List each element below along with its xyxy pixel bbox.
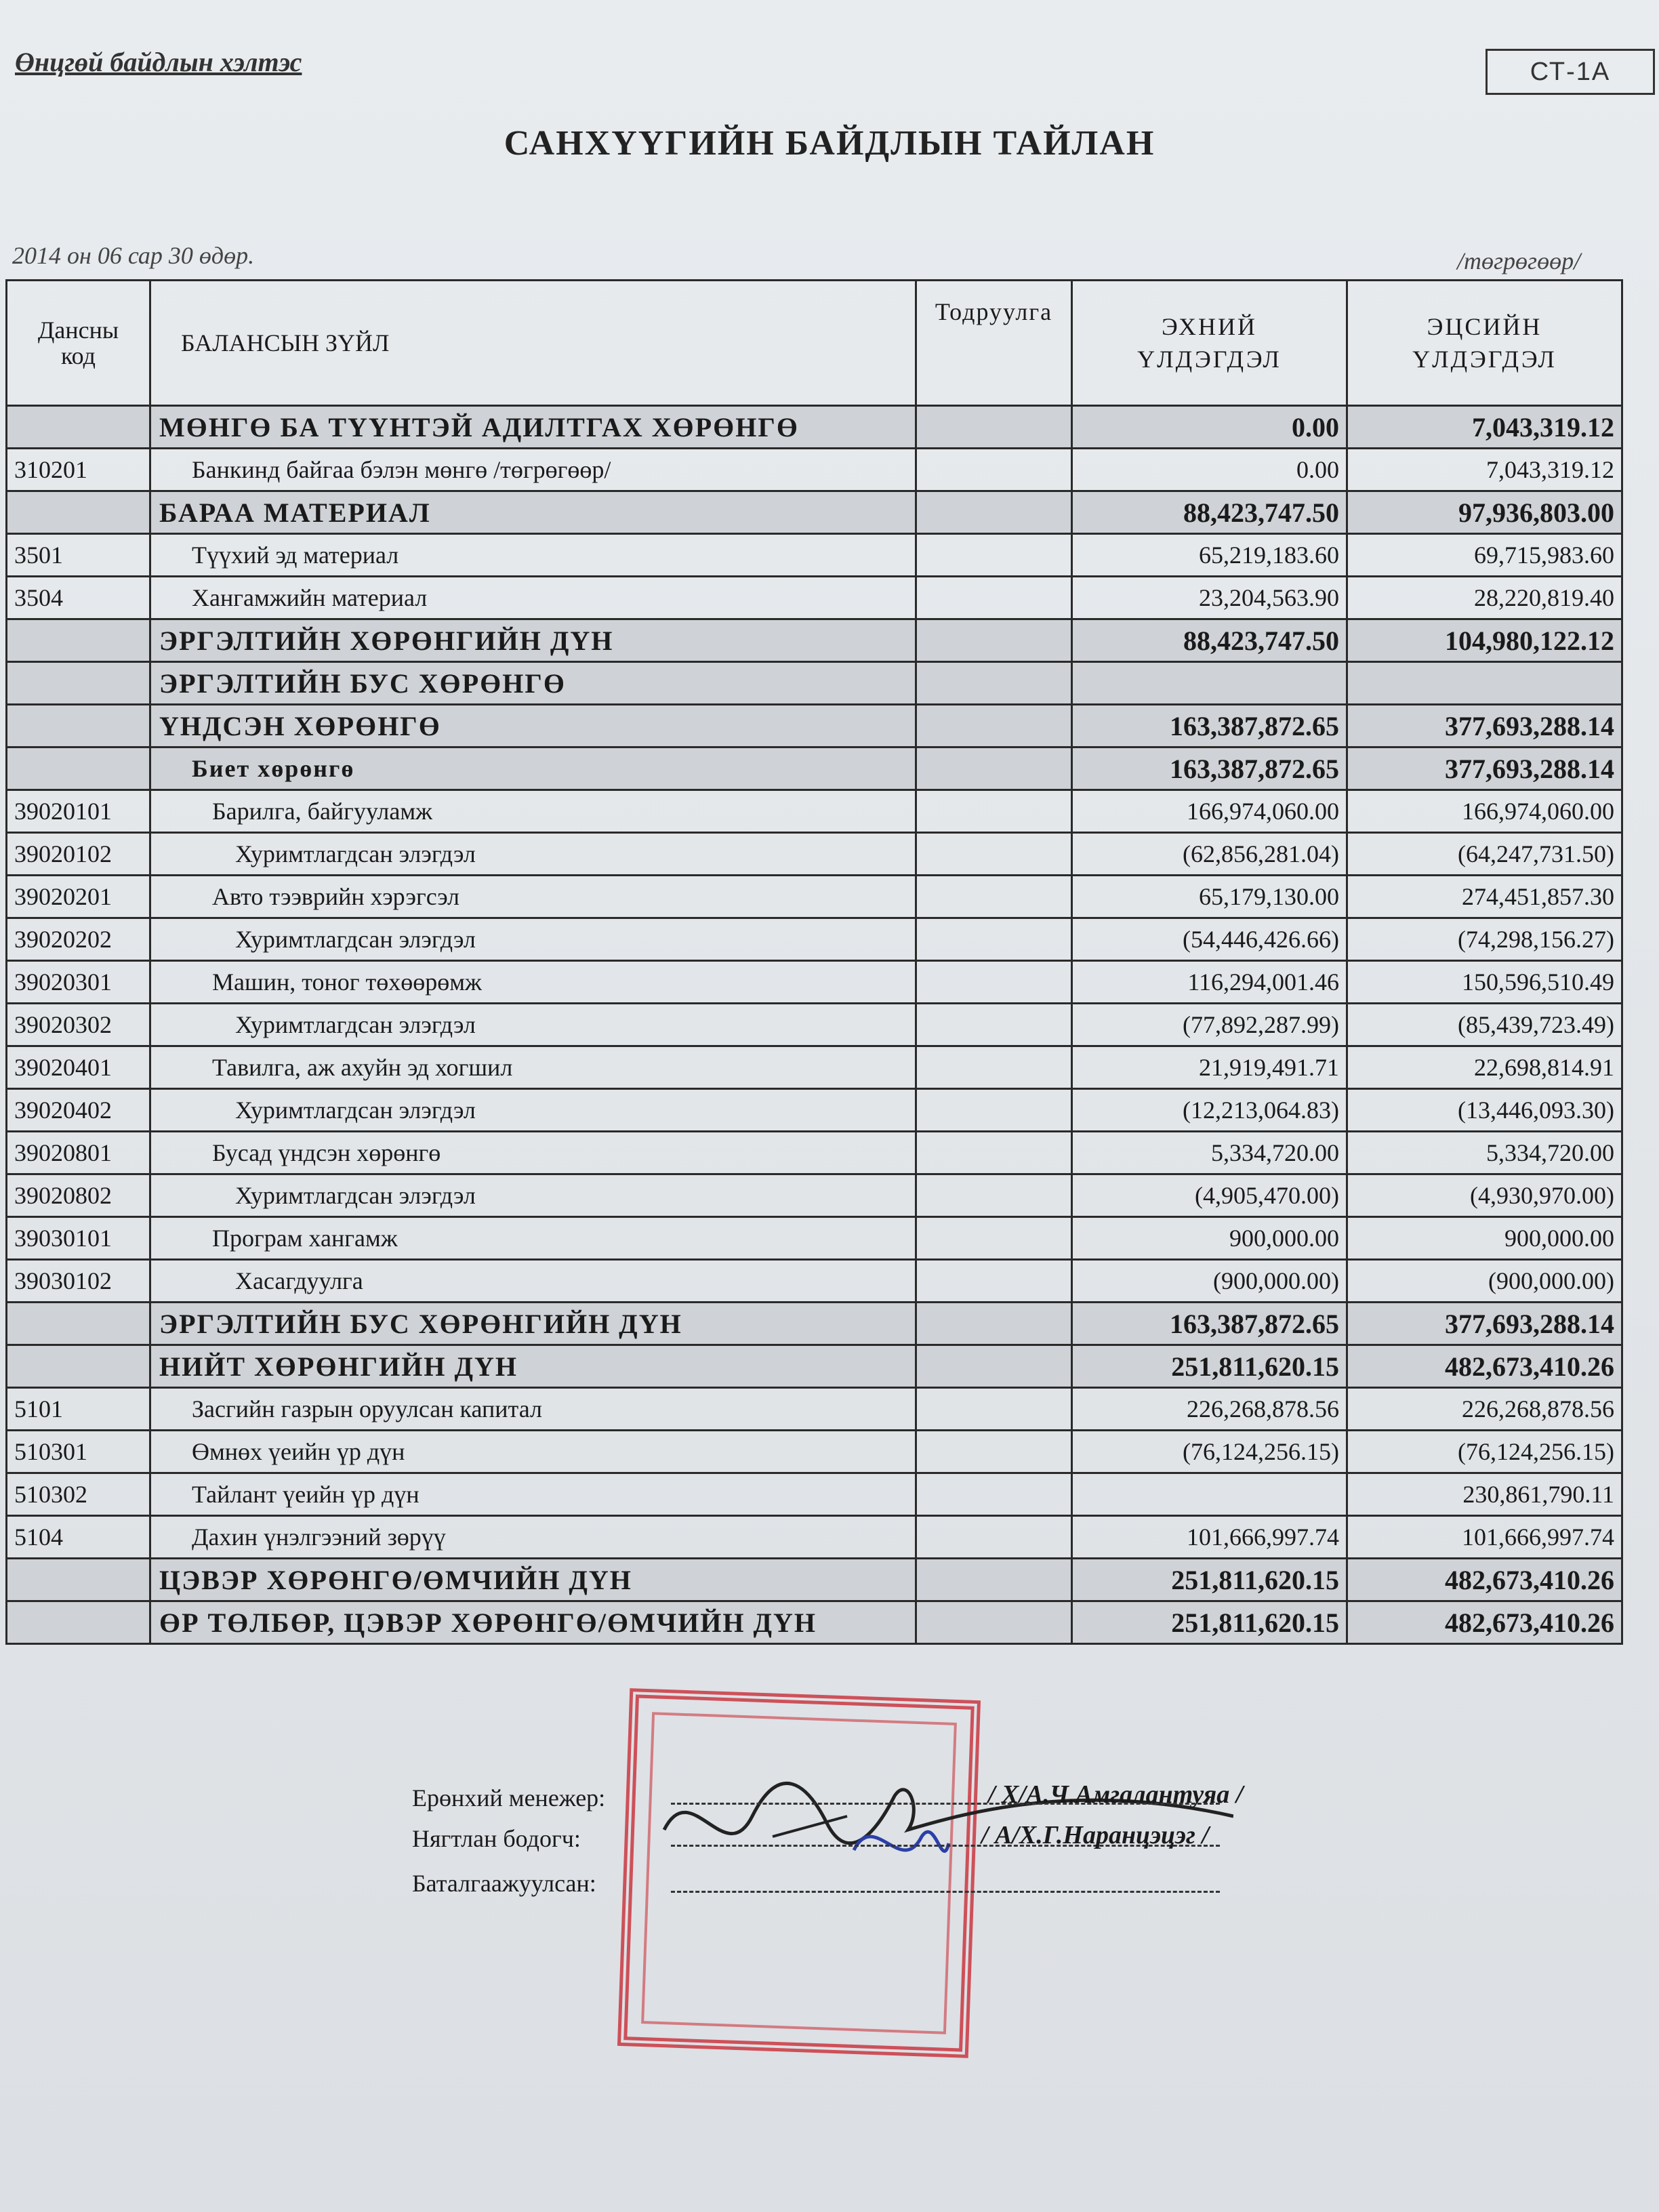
table-row xyxy=(7,1260,1622,1303)
table-row xyxy=(7,1473,1622,1516)
balance-item: Тайлант үеийн үр дүн xyxy=(150,1473,916,1516)
ending-balance: 101,666,997.74 xyxy=(1347,1516,1622,1559)
ending-balance: (85,439,723.49) xyxy=(1347,1004,1622,1046)
note-cell xyxy=(916,1004,1072,1046)
ending-balance: 482,673,410.26 xyxy=(1347,1601,1622,1644)
note-cell xyxy=(916,1345,1072,1388)
account-code: 510302 xyxy=(7,1473,150,1516)
account-code: 39020401 xyxy=(7,1046,150,1089)
account-code xyxy=(7,1559,150,1601)
note-cell xyxy=(916,1260,1072,1303)
balance-item: Машин, тоног төхөөрөмж xyxy=(150,961,916,1004)
balance-item: МӨНГӨ БА ТҮҮНТЭЙ АДИЛТГАХ ХӨРӨНГӨ xyxy=(150,406,916,449)
note-cell xyxy=(916,406,1072,449)
beginning-balance xyxy=(1072,662,1347,705)
ending-balance: 900,000.00 xyxy=(1347,1217,1622,1260)
beginning-balance: 163,387,872.65 xyxy=(1072,747,1347,790)
balance-item: Бусад үндсэн хөрөнгө xyxy=(150,1132,916,1174)
beginning-balance: 88,423,747.50 xyxy=(1072,619,1347,662)
table-header-row xyxy=(7,281,1622,406)
ending-balance: 226,268,878.56 xyxy=(1347,1388,1622,1431)
column-header-item: БАЛАНСЫН ЗҮЙЛ xyxy=(150,281,916,406)
beginning-balance: (4,905,470.00) xyxy=(1072,1174,1347,1217)
manager-name: / Х/А.Ч.Амгалантуяа / xyxy=(988,1780,1244,1809)
beginning-balance: 251,811,620.15 xyxy=(1072,1601,1347,1644)
table-row xyxy=(7,1004,1622,1046)
note-cell xyxy=(916,1303,1072,1345)
beginning-balance: 5,334,720.00 xyxy=(1072,1132,1347,1174)
account-code: 39030102 xyxy=(7,1260,150,1303)
balance-item: Хуримтлагдсан элэгдэл xyxy=(150,1174,916,1217)
beginning-balance: 0.00 xyxy=(1072,449,1347,491)
ending-balance: 28,220,819.40 xyxy=(1347,577,1622,619)
balance-item: Засгийн газрын оруулсан капитал xyxy=(150,1388,916,1431)
account-code: 5104 xyxy=(7,1516,150,1559)
beginning-balance: 166,974,060.00 xyxy=(1072,790,1347,833)
note-cell xyxy=(916,1601,1072,1644)
ending-balance: 377,693,288.14 xyxy=(1347,747,1622,790)
account-code: 39020201 xyxy=(7,876,150,918)
account-code xyxy=(7,491,150,534)
column-header-end-line2: ҮЛДЭГДЭЛ xyxy=(1412,346,1557,373)
column-header-note: Тодруулга xyxy=(916,281,1072,406)
table-row xyxy=(7,876,1622,918)
note-cell xyxy=(916,705,1072,747)
beginning-balance: 251,811,620.15 xyxy=(1072,1559,1347,1601)
beginning-balance: 23,204,563.90 xyxy=(1072,577,1347,619)
account-code xyxy=(7,619,150,662)
ending-balance: 377,693,288.14 xyxy=(1347,705,1622,747)
account-code xyxy=(7,705,150,747)
table-row xyxy=(7,577,1622,619)
balance-item: Биет хөрөнгө xyxy=(150,747,916,790)
note-cell xyxy=(916,918,1072,961)
beginning-balance xyxy=(1072,1473,1347,1516)
note-cell xyxy=(916,1431,1072,1473)
account-code xyxy=(7,406,150,449)
note-cell xyxy=(916,1217,1072,1260)
table-row xyxy=(7,1217,1622,1260)
beginning-balance: (54,446,426.66) xyxy=(1072,918,1347,961)
table-row xyxy=(7,1174,1622,1217)
balance-item: Тавилга, аж ахуйн эд хогшил xyxy=(150,1046,916,1089)
manager-label: Ерөнхий менежер: xyxy=(412,1784,606,1811)
table-row xyxy=(7,1431,1622,1473)
table-row xyxy=(7,961,1622,1004)
note-cell xyxy=(916,1516,1072,1559)
balance-item: БАРАА МАТЕРИАЛ xyxy=(150,491,916,534)
account-code xyxy=(7,1601,150,1644)
balance-item: Хуримтлагдсан элэгдэл xyxy=(150,918,916,961)
account-code xyxy=(7,1345,150,1388)
table-row xyxy=(7,1559,1622,1601)
note-cell xyxy=(916,662,1072,705)
ending-balance: 377,693,288.14 xyxy=(1347,1303,1622,1345)
note-cell xyxy=(916,961,1072,1004)
balance-item: Авто тээврийн хэрэгсэл xyxy=(150,876,916,918)
table-row xyxy=(7,790,1622,833)
column-header-code-line1: Дансны xyxy=(37,316,119,344)
beginning-balance: 0.00 xyxy=(1072,406,1347,449)
ending-balance: 150,596,510.49 xyxy=(1347,961,1622,1004)
account-code: 39020802 xyxy=(7,1174,150,1217)
department-note: Өнцгөй байдлын хэлтэс xyxy=(15,47,302,77)
account-code xyxy=(7,1303,150,1345)
account-code: 39020102 xyxy=(7,833,150,876)
verified-signature-line xyxy=(671,1891,1220,1893)
note-cell xyxy=(916,1473,1072,1516)
balance-item: ҮНДСЭН ХӨРӨНГӨ xyxy=(150,705,916,747)
column-header-begin xyxy=(1072,281,1347,406)
note-cell xyxy=(916,1132,1072,1174)
account-code: 3504 xyxy=(7,577,150,619)
ending-balance: (74,298,156.27) xyxy=(1347,918,1622,961)
balance-item: ЦЭВЭР ХӨРӨНГӨ/ӨМЧИЙН ДҮН xyxy=(150,1559,916,1601)
beginning-balance: (62,856,281.04) xyxy=(1072,833,1347,876)
ending-balance: 274,451,857.30 xyxy=(1347,876,1622,918)
beginning-balance: 65,179,130.00 xyxy=(1072,876,1347,918)
ending-balance: (13,446,093.30) xyxy=(1347,1089,1622,1132)
balance-item: Барилга, байгууламж xyxy=(150,790,916,833)
account-code: 39020101 xyxy=(7,790,150,833)
account-code xyxy=(7,662,150,705)
table-row xyxy=(7,491,1622,534)
ending-balance: (4,930,970.00) xyxy=(1347,1174,1622,1217)
ending-balance: 104,980,122.12 xyxy=(1347,619,1622,662)
balance-item: Банкинд байгаа бэлэн мөнгө /төгрөгөөр/ xyxy=(150,449,916,491)
table-row xyxy=(7,534,1622,577)
account-code: 3501 xyxy=(7,534,150,577)
table-row xyxy=(7,1516,1622,1559)
table-row xyxy=(7,1132,1622,1174)
note-cell xyxy=(916,619,1072,662)
currency-unit: /төгрөгөөр/ xyxy=(1457,247,1581,274)
report-title: САНХҮҮГИЙН БАЙДЛЫН ТАЙЛАН xyxy=(504,124,1155,163)
column-header-code xyxy=(7,281,150,406)
balance-item: Програм хангамж xyxy=(150,1217,916,1260)
note-cell xyxy=(916,747,1072,790)
ending-balance: 482,673,410.26 xyxy=(1347,1559,1622,1601)
note-cell xyxy=(916,790,1072,833)
beginning-balance: 88,423,747.50 xyxy=(1072,491,1347,534)
account-code: 310201 xyxy=(7,449,150,491)
note-cell xyxy=(916,449,1072,491)
report-date: 2014 он 06 сар 30 өдөр. xyxy=(12,242,255,269)
ending-balance: 166,974,060.00 xyxy=(1347,790,1622,833)
table-row xyxy=(7,833,1622,876)
note-cell xyxy=(916,1174,1072,1217)
balance-item: ЭРГЭЛТИЙН БУС ХӨРӨНГӨ xyxy=(150,662,916,705)
form-code-box: СТ-1А xyxy=(1486,49,1655,95)
table-row xyxy=(7,406,1622,449)
note-cell xyxy=(916,1046,1072,1089)
beginning-balance: (12,213,064.83) xyxy=(1072,1089,1347,1132)
beginning-balance: 163,387,872.65 xyxy=(1072,1303,1347,1345)
account-code: 510301 xyxy=(7,1431,150,1473)
balance-item: Дахин үнэлгээний зөрүү xyxy=(150,1516,916,1559)
table-row xyxy=(7,747,1622,790)
column-header-begin-line2: ҮЛДЭГДЭЛ xyxy=(1137,346,1282,373)
ending-balance xyxy=(1347,662,1622,705)
beginning-balance: (900,000.00) xyxy=(1072,1260,1347,1303)
account-code: 39020402 xyxy=(7,1089,150,1132)
table-row xyxy=(7,1046,1622,1089)
table-row xyxy=(7,1089,1622,1132)
table-row xyxy=(7,918,1622,961)
ending-balance: (64,247,731.50) xyxy=(1347,833,1622,876)
ending-balance: 482,673,410.26 xyxy=(1347,1345,1622,1388)
beginning-balance: 101,666,997.74 xyxy=(1072,1516,1347,1559)
account-code: 39020801 xyxy=(7,1132,150,1174)
note-cell xyxy=(916,1089,1072,1132)
beginning-balance: 21,919,491.71 xyxy=(1072,1046,1347,1089)
account-code: 39030101 xyxy=(7,1217,150,1260)
beginning-balance: 226,268,878.56 xyxy=(1072,1388,1347,1431)
ending-balance: 7,043,319.12 xyxy=(1347,449,1622,491)
note-cell xyxy=(916,534,1072,577)
column-header-end-line1: ЭЦСИЙН xyxy=(1427,313,1542,340)
balance-item: ӨР ТӨЛБӨР, ЦЭВЭР ХӨРӨНГӨ/ӨМЧИЙН ДҮН xyxy=(150,1601,916,1644)
balance-item: Хуримтлагдсан элэгдэл xyxy=(150,833,916,876)
balance-item: Хасагдуулга xyxy=(150,1260,916,1303)
note-cell xyxy=(916,833,1072,876)
beginning-balance: (76,124,256.15) xyxy=(1072,1431,1347,1473)
beginning-balance: 116,294,001.46 xyxy=(1072,961,1347,1004)
ending-balance: (76,124,256.15) xyxy=(1347,1431,1622,1473)
beginning-balance: 251,811,620.15 xyxy=(1072,1345,1347,1388)
balance-item: Өмнөх үеийн үр дүн xyxy=(150,1431,916,1473)
beginning-balance: 163,387,872.65 xyxy=(1072,705,1347,747)
ending-balance: 69,715,983.60 xyxy=(1347,534,1622,577)
account-code: 39020301 xyxy=(7,961,150,1004)
balance-sheet-table xyxy=(5,279,1623,1645)
beginning-balance: 65,219,183.60 xyxy=(1072,534,1347,577)
table-row xyxy=(7,1601,1622,1644)
verified-label: Баталгаажуулсан: xyxy=(412,1870,596,1897)
table-row xyxy=(7,705,1622,747)
table-row xyxy=(7,619,1622,662)
account-code: 5101 xyxy=(7,1388,150,1431)
table-row xyxy=(7,662,1622,705)
ending-balance: 97,936,803.00 xyxy=(1347,491,1622,534)
note-cell xyxy=(916,1388,1072,1431)
note-cell xyxy=(916,491,1072,534)
balance-item: Хангамжийн материал xyxy=(150,577,916,619)
table-row xyxy=(7,1388,1622,1431)
accountant-label: Нягтлан бодогч: xyxy=(412,1825,581,1852)
balance-item: ЭРГЭЛТИЙН БУС ХӨРӨНГИЙН ДҮН xyxy=(150,1303,916,1345)
balance-item: Түүхий эд материал xyxy=(150,534,916,577)
balance-item: Хуримтлагдсан элэгдэл xyxy=(150,1089,916,1132)
account-code xyxy=(7,747,150,790)
ending-balance: 5,334,720.00 xyxy=(1347,1132,1622,1174)
ending-balance: (900,000.00) xyxy=(1347,1260,1622,1303)
balance-item: НИЙТ ХӨРӨНГИЙН ДҮН xyxy=(150,1345,916,1388)
table-row xyxy=(7,1345,1622,1388)
column-header-begin-line1: ЭХНИЙ xyxy=(1162,313,1257,340)
column-header-end xyxy=(1347,281,1622,406)
note-cell xyxy=(916,876,1072,918)
beginning-balance: 900,000.00 xyxy=(1072,1217,1347,1260)
note-cell xyxy=(916,1559,1072,1601)
account-code: 39020202 xyxy=(7,918,150,961)
balance-item: Хуримтлагдсан элэгдэл xyxy=(150,1004,916,1046)
ending-balance: 7,043,319.12 xyxy=(1347,406,1622,449)
accountant-name: / А/Х.Г.Наранцэцэг / xyxy=(981,1821,1209,1849)
ending-balance: 230,861,790.11 xyxy=(1347,1473,1622,1516)
beginning-balance: (77,892,287.99) xyxy=(1072,1004,1347,1046)
table-row xyxy=(7,449,1622,491)
note-cell xyxy=(916,577,1072,619)
table-row xyxy=(7,1303,1622,1345)
ending-balance: 22,698,814.91 xyxy=(1347,1046,1622,1089)
column-header-code-line2: код xyxy=(61,342,96,369)
account-code: 39020302 xyxy=(7,1004,150,1046)
balance-item: ЭРГЭЛТИЙН ХӨРӨНГИЙН ДҮН xyxy=(150,619,916,662)
